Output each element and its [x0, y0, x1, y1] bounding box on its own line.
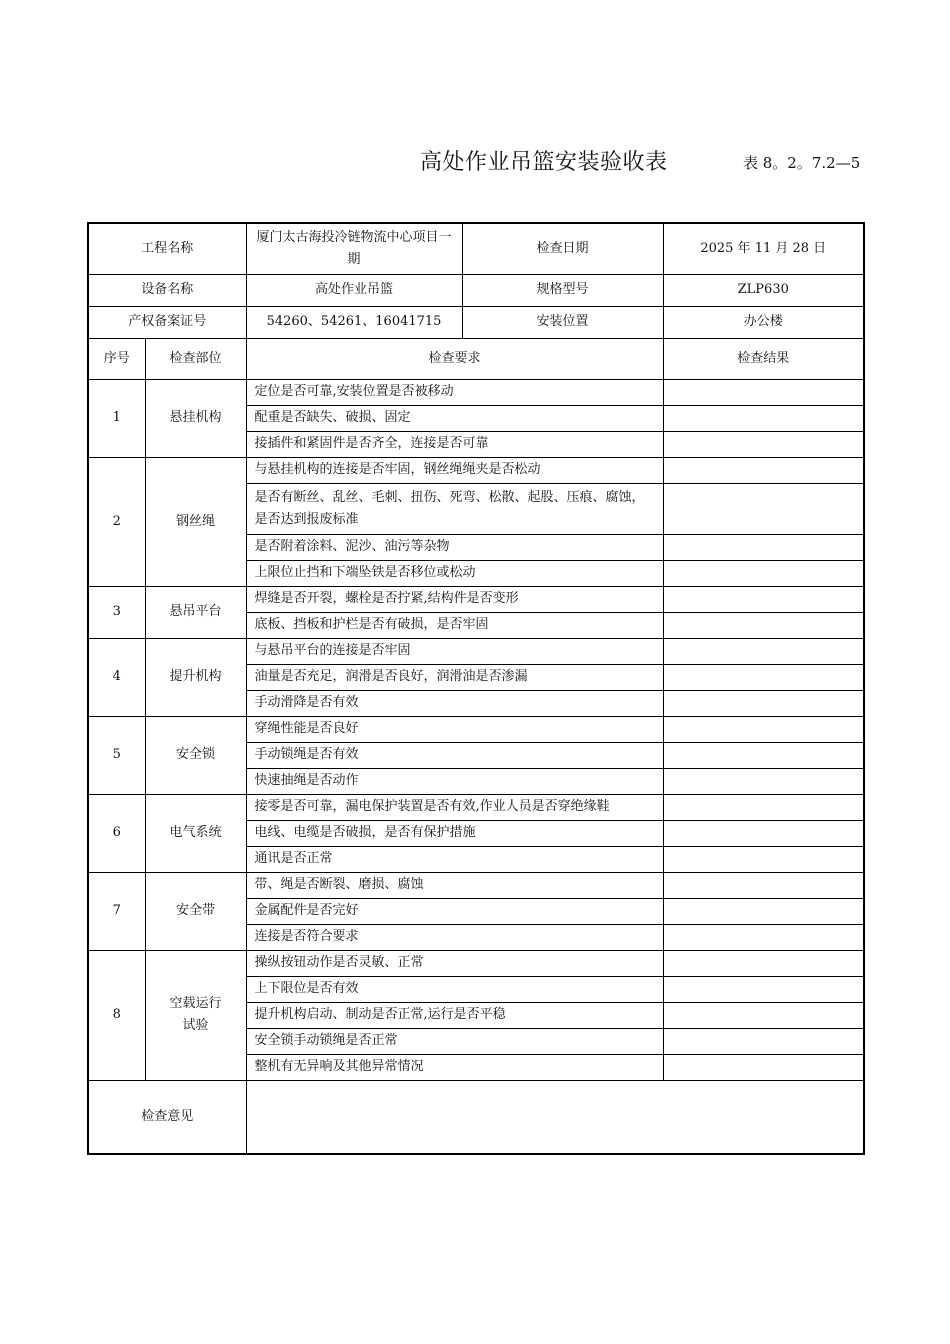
- section-part: 安全锁: [145, 716, 246, 794]
- requirement-text: 快速抽绳是否动作: [246, 768, 663, 794]
- result-cell[interactable]: [663, 638, 864, 664]
- inspection-form-table: [87, 222, 865, 1155]
- section-part: 安全带: [145, 872, 246, 950]
- requirement-text: 油量是否充足，润滑是否良好，润滑油是否渗漏: [246, 664, 663, 690]
- requirement-text: 手动锁绳是否有效: [246, 742, 663, 768]
- requirement-text: 穿绳性能是否良好: [246, 716, 663, 742]
- result-cell[interactable]: [663, 690, 864, 716]
- requirement-text: 定位是否可靠,安装位置是否被移动: [246, 379, 663, 405]
- section-number: 7: [88, 872, 145, 950]
- requirement-text: 安全锁手动锁绳是否正常: [246, 1028, 663, 1054]
- result-cell[interactable]: [663, 1054, 864, 1080]
- requirement-text: 底板、挡板和护栏是否有破损，是否牢固: [246, 612, 663, 638]
- requirement-text: 是否附着涂料、泥沙、油污等杂物: [246, 534, 663, 560]
- requirement-text: 上限位止挡和下端坠铁是否移位或松动: [246, 560, 663, 586]
- model-value: ZLP630: [663, 274, 864, 306]
- info-row-project: [88, 223, 864, 274]
- check-item-row: [88, 950, 864, 976]
- requirement-text: 带、绳是否断裂、磨损、腐蚀: [246, 872, 663, 898]
- model-label: 规格型号: [462, 274, 663, 306]
- result-cell[interactable]: [663, 664, 864, 690]
- requirement-text: 电线、电缆是否破损，是否有保护措施: [246, 820, 663, 846]
- section-part: 悬挂机构: [145, 379, 246, 457]
- requirement-text: 提升机构启动、制动是否正常,运行是否平稳: [246, 1002, 663, 1028]
- requirement-text: 通讯是否正常: [246, 846, 663, 872]
- column-header-row: [88, 338, 864, 379]
- result-cell[interactable]: [663, 976, 864, 1002]
- result-cell[interactable]: [663, 768, 864, 794]
- result-cell[interactable]: [663, 898, 864, 924]
- cert-value: 54260、54261、16041715: [246, 306, 462, 338]
- info-row-device: [88, 274, 864, 306]
- cert-label: 产权备案证号: [88, 306, 246, 338]
- result-cell[interactable]: [663, 431, 864, 457]
- opinion-row: [88, 1080, 864, 1154]
- requirement-text: 金属配件是否完好: [246, 898, 663, 924]
- result-cell[interactable]: [663, 846, 864, 872]
- device-label: 设备名称: [88, 274, 246, 306]
- section-part: 空载运行试验: [145, 950, 246, 1080]
- requirement-text: 是否有断丝、乱丝、毛刺、扭伤、死弯、松散、起股、压痕、腐蚀，是否达到报废标准: [246, 483, 663, 534]
- result-cell[interactable]: [663, 820, 864, 846]
- project-value: 厦门太古海投冷链物流中心项目一期: [246, 223, 462, 274]
- requirement-text: 连接是否符合要求: [246, 924, 663, 950]
- check-item-row: [88, 638, 864, 664]
- form-title: 高处作业吊篮安装验收表: [420, 150, 668, 175]
- requirement-text: 操纵按钮动作是否灵敏、正常: [246, 950, 663, 976]
- requirement-text: 配重是否缺失、破损、固定: [246, 405, 663, 431]
- requirement-text: 手动滑降是否有效: [246, 690, 663, 716]
- requirement-text: 接插件和紧固件是否齐全，连接是否可靠: [246, 431, 663, 457]
- requirement-text: 上下限位是否有效: [246, 976, 663, 1002]
- result-cell[interactable]: [663, 716, 864, 742]
- result-cell[interactable]: [663, 534, 864, 560]
- section-number: 5: [88, 716, 145, 794]
- opinion-label: 检查意见: [88, 1080, 246, 1154]
- section-number: 8: [88, 950, 145, 1080]
- check-item-row: [88, 794, 864, 820]
- section-number: 6: [88, 794, 145, 872]
- check-item-row: [88, 457, 864, 483]
- result-cell[interactable]: [663, 1028, 864, 1054]
- section-part: 提升机构: [145, 638, 246, 716]
- col-header-part: 检查部位: [145, 338, 246, 379]
- section-part: 钢丝绳: [145, 457, 246, 586]
- result-cell[interactable]: [663, 379, 864, 405]
- result-cell[interactable]: [663, 457, 864, 483]
- result-cell[interactable]: [663, 924, 864, 950]
- result-cell[interactable]: [663, 742, 864, 768]
- requirement-text: 接零是否可靠，漏电保护装置是否有效,作业人员是否穿绝缘鞋: [246, 794, 663, 820]
- check-item-row: [88, 872, 864, 898]
- check-item-row: [88, 586, 864, 612]
- date-value: 2025 年 11 月 28 日: [663, 223, 864, 274]
- opinion-value[interactable]: [246, 1080, 864, 1154]
- section-number: 4: [88, 638, 145, 716]
- col-header-result: 检查结果: [663, 338, 864, 379]
- device-value: 高处作业吊篮: [246, 274, 462, 306]
- result-cell[interactable]: [663, 483, 864, 534]
- location-label: 安装位置: [462, 306, 663, 338]
- project-label: 工程名称: [88, 223, 246, 274]
- section-number: 1: [88, 379, 145, 457]
- check-item-row: [88, 716, 864, 742]
- requirement-text: 焊缝是否开裂，螺栓是否拧紧,结构件是否变形: [246, 586, 663, 612]
- result-cell[interactable]: [663, 560, 864, 586]
- requirement-text: 与悬挂机构的连接是否牢固，钢丝绳绳夹是否松动: [246, 457, 663, 483]
- result-cell[interactable]: [663, 950, 864, 976]
- result-cell[interactable]: [663, 586, 864, 612]
- result-cell[interactable]: [663, 794, 864, 820]
- check-item-row: [88, 379, 864, 405]
- col-header-requirement: 检查要求: [246, 338, 663, 379]
- result-cell[interactable]: [663, 612, 864, 638]
- requirement-text: 整机有无异响及其他异常情况: [246, 1054, 663, 1080]
- col-header-no: 序号: [88, 338, 145, 379]
- result-cell[interactable]: [663, 405, 864, 431]
- requirement-text: 与悬吊平台的连接是否牢固: [246, 638, 663, 664]
- section-number: 2: [88, 457, 145, 586]
- date-label: 检查日期: [462, 223, 663, 274]
- section-part: 电气系统: [145, 794, 246, 872]
- section-number: 3: [88, 586, 145, 638]
- info-row-cert: [88, 306, 864, 338]
- location-value: 办公楼: [663, 306, 864, 338]
- section-part: 悬吊平台: [145, 586, 246, 638]
- result-cell[interactable]: [663, 872, 864, 898]
- result-cell[interactable]: [663, 1002, 864, 1028]
- form-code: 表 8。2。7.2—5: [743, 154, 861, 172]
